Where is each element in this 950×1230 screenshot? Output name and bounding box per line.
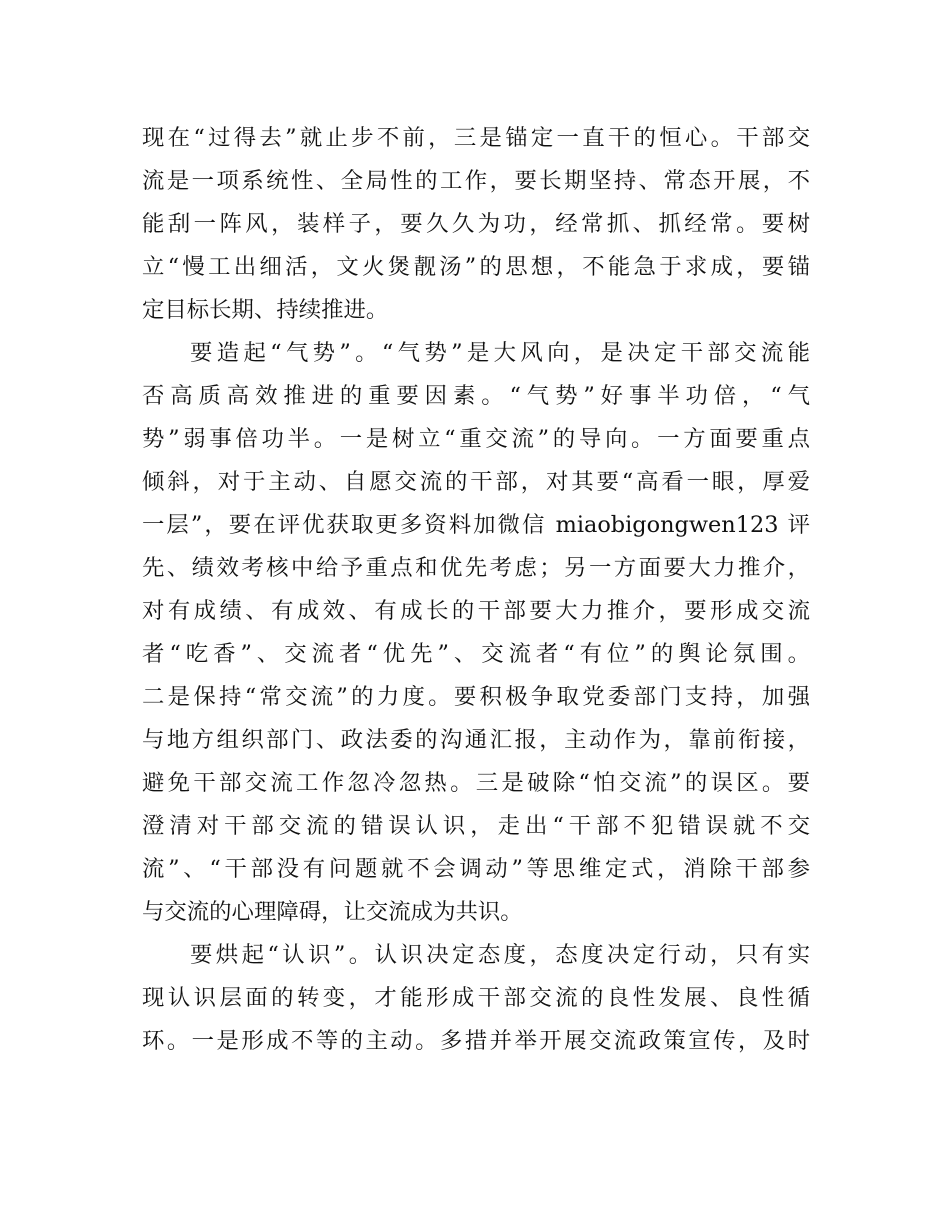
text-line: 者“吃香”、交流者“优先”、交流者“有位”的舆论氛围。 [142, 641, 810, 667]
paragraph [142, 332, 810, 934]
text-line: 二是保持“常交流”的力度。要积极争取党委部门支持，加强 [142, 684, 810, 710]
text-line: 现认识层面的转变，才能形成干部交流的良性发展、良性循 [142, 985, 810, 1011]
text-line: 现在“过得去”就止步不前，三是锚定一直干的恒心。干部交 [142, 125, 810, 151]
text-line: 否高质高效推进的重要因素。“气势”好事半功倍，“气 [142, 383, 810, 409]
text-line: 流是一项系统性、全局性的工作，要长期坚持、常态开展，不 [142, 168, 810, 194]
text-line: 倾斜，对于主动、自愿交流的干部，对其要“高看一眼，厚爱 [142, 469, 810, 495]
text-line: 势”弱事倍功半。一是树立“重交流”的导向。一方面要重点 [142, 426, 810, 452]
text-line: 先、绩效考核中给予重点和优先考虑；另一方面要大力推介， [142, 555, 810, 581]
text-line: 与交流的心理障碍，让交流成为共识。 [142, 899, 523, 925]
text-line: 定目标长期、持续推进。 [142, 297, 389, 323]
text-line: 要烘起“认识”。认识决定态度，态度决定行动，只有实 [190, 942, 810, 968]
text-line: 对有成绩、有成效、有成长的干部要大力推介，要形成交流 [142, 598, 810, 624]
text-line: 澄清对干部交流的错误认识，走出“干部不犯错误就不交 [142, 813, 810, 839]
text-line: 避免干部交流工作忽冷忽热。三是破除“怕交流”的误区。要 [142, 770, 810, 796]
paragraph [142, 934, 810, 1063]
text-line: 一层”，要在评优获取更多资料加微信 miaobigongwen123 评 [142, 512, 810, 538]
text-line: 能刮一阵风，装样子，要久久为功，经常抓、抓经常。要树 [142, 211, 810, 237]
text-line: 立“慢工出细活，文火煲靓汤”的思想，不能急于求成，要锚 [142, 254, 810, 280]
document-body [142, 117, 810, 1063]
text-line: 流”、“干部没有问题就不会调动”等思维定式，消除干部参 [142, 856, 810, 882]
text-line: 与地方组织部门、政法委的沟通汇报，主动作为，靠前衔接， [142, 727, 810, 753]
text-line: 要造起“气势”。“气势”是大风向，是决定干部交流能 [190, 340, 810, 366]
paragraph [142, 117, 810, 332]
text-line: 环。一是形成不等的主动。多措并举开展交流政策宣传，及时 [142, 1028, 810, 1054]
